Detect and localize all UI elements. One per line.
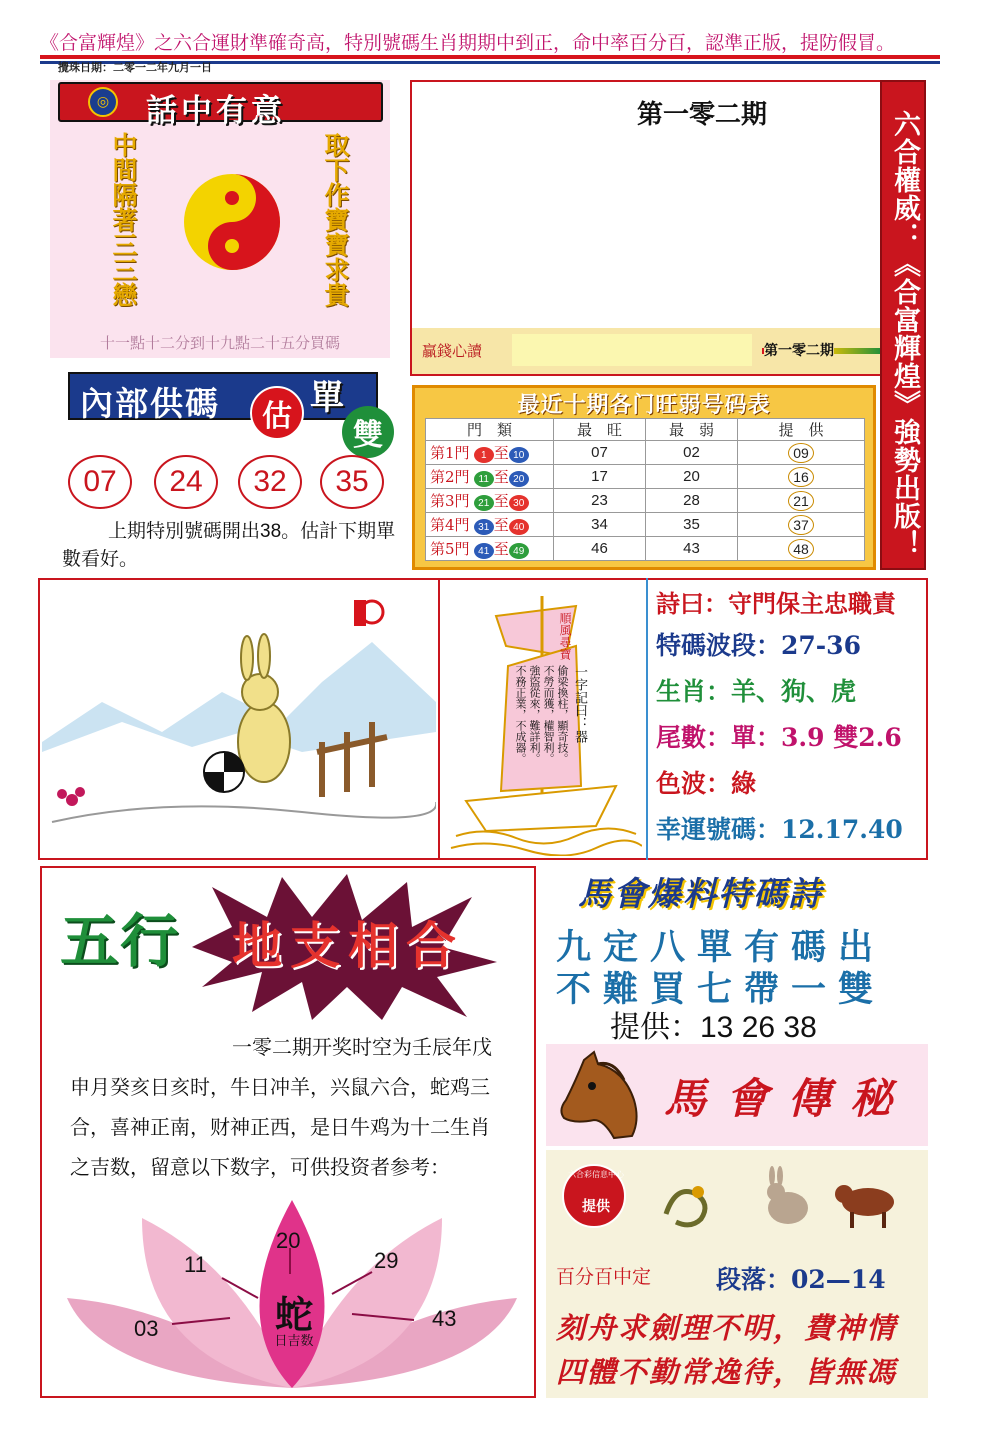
seal-provide: 提供 [582,1199,610,1215]
gates-table-body [426,441,865,561]
insider-note: 上期特別號碼開出38。估計下期單數看好。 [62,521,396,570]
gate-from-ball: 31 [474,519,494,535]
wave-value: 27-36 [781,631,861,660]
lucky-label: 幸運號碼： [656,815,782,844]
riddle-time: 十一點十二分到十九點二十五分買碼 [99,334,340,352]
gate-offer: 09 [788,443,814,463]
gate-to-ball: 49 [509,543,529,559]
poem-line-1: 詩曰：守門保主忠職責 [656,589,896,618]
wuxing-panel [40,866,536,1398]
gate-from-ball: 11 [474,471,494,487]
zodiac-value: 羊、狗、虎 [731,677,857,706]
tail-even-label: 雙 [833,723,859,752]
wuxing-body: 一零二期开奖时空为壬辰年戊申月癸亥日亥时，牛日冲羊，兴鼠六合，蛇鸡三合，喜神正南，财神正西，是日牛鸡为十二生肖之吉数，留意以下数字，可供投资者参考： [70,1037,492,1179]
insider-title: 內部供碼 [80,384,220,423]
color-value: 綠 [731,769,757,798]
sail-line-5: 不務正業，不成器。 [514,665,527,764]
gate-from-ball: 1 [474,447,494,463]
wuxing-title-2: 地支相合 [232,916,464,975]
gate-to-ball: 20 [509,471,529,487]
gate-label: 第2門 [430,467,470,486]
gates-col-header: 門 類 [426,419,554,441]
gates-row [426,489,865,513]
gate-offer: 21 [788,491,814,511]
gates-panel [412,385,876,570]
even-badge: 雙 [342,406,394,458]
sail-line-2: 偷梁換柱，顯奇技。 [556,665,569,764]
zodiac-label: 生肖： [656,677,732,706]
horse-poem-line-1: 九定八單有碼出 [556,927,886,968]
gates-row [426,537,865,561]
gate-to-ball: 40 [509,519,529,535]
gate-to-ball: 30 [509,495,529,511]
gates-row [426,513,865,537]
poem-line-4 [656,718,924,764]
logo-icon: ◎ [88,87,118,117]
gate-to-ball: 10 [509,447,529,463]
gate-sep: 至 [493,539,509,558]
sail-line-3: 不勞而獲，權智利。 [542,665,555,764]
sail-flag: 順風尋寶 [558,612,572,660]
gate-hot: 07 [554,441,646,465]
gate-sep: 至 [493,443,509,462]
gates-col-header: 最 弱 [646,419,738,441]
gate-offer: 16 [788,467,814,487]
color-label: 色波： [656,769,732,798]
range-label: 段落： [716,1265,792,1294]
gate-hot: 17 [554,465,646,489]
ad-issue-top: 第一零二期 [637,100,768,130]
lotus-number: 11 [184,1252,207,1277]
gate-cell [426,465,554,489]
seal-text: 六合彩信息中心 [568,1170,624,1179]
gates-row [426,441,865,465]
gate-offer-cell [738,465,865,489]
gate-offer-cell [738,513,865,537]
insider-number: 32 [238,455,302,509]
poem-line-5 [656,764,924,810]
tail-even: 2.6 [858,723,902,752]
horse-poem-line-2: 不難買七帶一雙 [556,969,886,1010]
secret-title: 馬會傳秘 [664,1074,913,1123]
riddle-panel [50,80,390,358]
horse-head-icon [554,1050,644,1142]
gate-hot: 23 [554,489,646,513]
gate-offer-cell [738,489,865,513]
range-value: 02—14 [791,1265,886,1294]
gate-sep: 至 [493,515,509,534]
gate-label: 第4門 [430,515,470,534]
offer-numbers: 13 26 38 [700,1011,817,1044]
insider-numbers [68,455,398,511]
riddle-left-text: 中間隔著三三戀 [109,132,138,307]
lucky-value: 12.17.40 [781,815,903,844]
header-banner: 《合富輝煌》之六合運財準確奇高，特別號碼生肖期期中到正，命中率百分百，認準正版，提防假冒。 [40,32,896,54]
gate-cell [426,489,554,513]
gate-cell [426,513,554,537]
sure-text: 百分百中定 [556,1267,652,1288]
seal-icon [562,1164,626,1228]
gates-title: 最近十期各门旺弱号码表 [517,392,771,418]
lotus-center-char: 蛇 [274,1292,313,1337]
gate-offer-cell [738,537,865,561]
sail-line-1: 一字記曰：器 [572,665,587,743]
horse-poem-offer [610,1002,817,1046]
secret-header [546,1044,928,1146]
gates-row [426,465,865,489]
gate-cold: 28 [646,489,738,513]
gate-sep: 至 [493,467,509,486]
gate-cold: 43 [646,537,738,561]
odd-badge: 單 [310,378,344,418]
secret-panel [546,1150,928,1398]
ad-label: 贏錢心讀 [422,342,483,360]
poem-line-3 [656,672,924,718]
side-banner [880,80,926,570]
gate-cell [426,441,554,465]
poem-panel [656,584,924,856]
gate-label: 第5門 [430,539,470,558]
gate-from-ball: 21 [474,495,494,511]
guess-badge: 估 [250,386,304,440]
gate-hot: 34 [554,513,646,537]
ad-panel [410,80,888,376]
gate-offer: 48 [788,539,814,559]
insider-number: 07 [68,455,132,509]
zodiac-animals-icon [656,1164,906,1234]
riddle-right-text: 取下作寶寶求貴 [321,132,350,307]
middle-divider-1 [438,578,440,860]
secret-line-1: 刻舟求劍理不明，費神情 [556,1311,898,1345]
riddle-title: 話中有意 [146,93,286,129]
ad-blank [512,334,752,366]
lotus-number: 20 [276,1228,301,1253]
tail-odd-label: 單： [731,723,782,752]
gates-table [425,418,865,561]
ad-issue-bottom: 第一零二期 [764,340,834,360]
tail-label: 尾數： [656,723,732,752]
gate-offer: 37 [788,515,814,535]
gate-sep: 至 [493,491,509,510]
lotus-number: 03 [134,1316,159,1341]
lotus-number: 29 [374,1248,399,1273]
gate-label: 第1門 [430,443,470,462]
secret-line-2: 四體不勤常逸待，皆無馮 [556,1355,898,1389]
lotus-center-sub: 日吉数 [274,1333,314,1348]
insider-number: 24 [154,455,218,509]
sail-line-4: 強盜從來，難詳利。 [528,665,541,764]
gate-cell [426,537,554,561]
rabbit-scene-illustration [42,582,436,856]
gate-cold: 35 [646,513,738,537]
poem-line-2 [656,626,924,672]
yin-yang-icon [182,172,282,272]
gate-offer-cell [738,441,865,465]
gate-from-ball: 41 [474,543,494,559]
middle-divider-2 [646,578,648,860]
gates-col-header: 提 供 [738,419,865,441]
ad-footer [412,328,886,374]
wave-label: 特碼波段： [656,631,782,660]
wuxing-title-1: 五行 [60,907,181,975]
gate-cold: 20 [646,465,738,489]
riddle-title-bar [58,82,383,129]
gates-col-header: 最 旺 [554,419,646,441]
gate-label: 第3門 [430,491,470,510]
gate-cold: 02 [646,441,738,465]
lotus-number: 43 [432,1306,457,1331]
gate-hot: 46 [554,537,646,561]
insider-number: 35 [320,455,384,509]
horse-poem-title: 馬會爆料特碼詩 [578,874,823,913]
side-banner-text: 六合權威：《合富輝煌》強勢出版！ [889,110,920,558]
tail-odd: 3.9 [781,723,825,752]
draw-date: 攪珠日期：二零一二年九月一日 [58,61,212,74]
poem-line-6 [656,810,924,856]
range [716,1260,886,1296]
offer-label: 提供： [610,1011,700,1044]
